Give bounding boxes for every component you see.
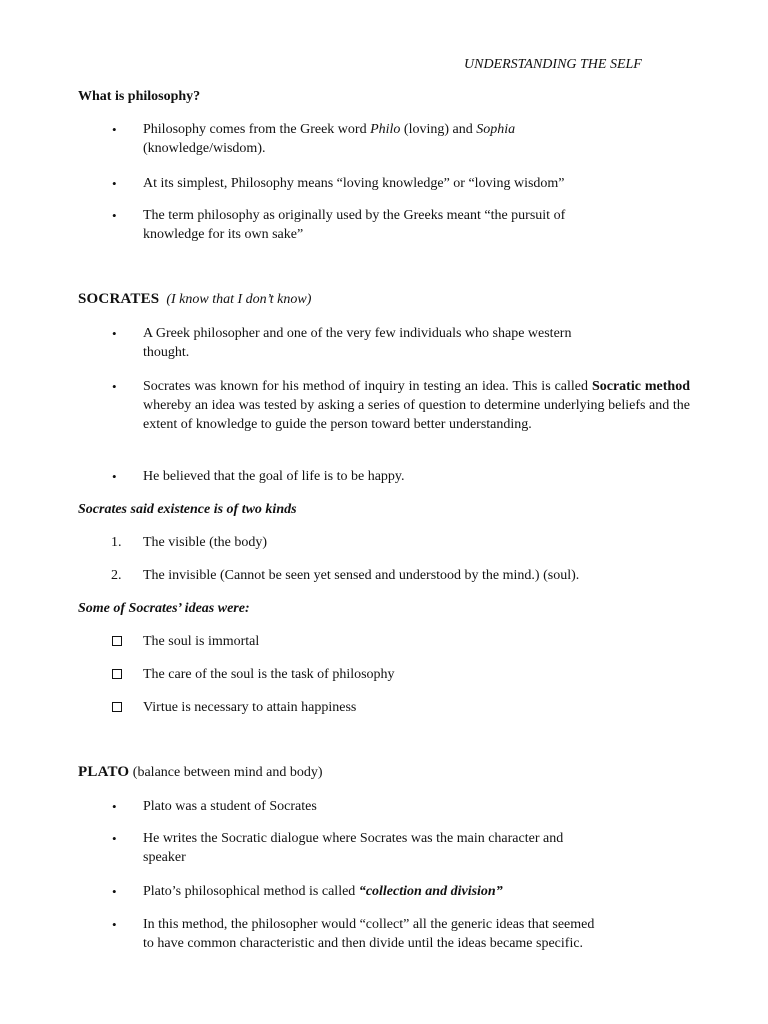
list-item: Plato was a student of Socrates	[143, 799, 317, 814]
list-item: He writes the Socratic dialogue where Socrates was the main character and speaker	[143, 831, 564, 865]
document-title: UNDERSTANDING THE SELF	[464, 57, 642, 72]
list-item: The care of the soul is the task of philosophy	[143, 667, 395, 682]
list-item: In this method, the philosopher would “collect” all the generic ideas that seemed to have common characteristic and then divide until the ideas became specific.	[143, 917, 595, 951]
list-item: The invisible (Cannot be seen yet sensed and understood by the mind.) (soul).	[143, 568, 580, 583]
checkbox-icon	[112, 702, 122, 712]
subheading-existence: Socrates said existence is of two kinds	[78, 502, 297, 517]
list-item: Socrates was known for his method of inquiry in testing an idea. This is called Socratic method whereby an idea was tested by asking a series of question to determine underlying beliefs and the extent of knowledge to guide the person toward better understanding.	[143, 379, 691, 432]
bullet-icon: •	[112, 379, 117, 394]
section-heading-socrates	[78, 290, 311, 309]
section-heading-plato	[78, 763, 323, 782]
checkbox-icon	[112, 636, 122, 646]
section-heading-philosophy: What is philosophy?	[78, 89, 201, 104]
term-philo: Philo	[370, 122, 401, 137]
list-item: The visible (the body)	[143, 535, 268, 550]
plato-name: PLATO	[78, 764, 130, 780]
list-item: Virtue is necessary to attain happiness	[143, 700, 357, 715]
list-item: The soul is immortal	[143, 634, 260, 649]
bullet-icon: •	[112, 208, 117, 223]
list-item: A Greek philosopher and one of the very few individuals who shape western thought.	[143, 326, 572, 360]
bullet-icon: •	[112, 122, 117, 137]
checkbox-icon	[112, 669, 122, 679]
list-item: Plato’s philosophical method is called “collection and division”	[143, 884, 503, 899]
list-item: He believed that the goal of life is to be happy.	[143, 469, 405, 484]
list-item: The term philosophy as originally used by the Greeks meant “the pursuit of knowledge for its own sake”	[143, 208, 566, 242]
list-item: Philosophy comes from the Greek word Philo (loving) and Sophia (knowledge/wisdom).	[143, 122, 516, 156]
bullet-icon: •	[112, 831, 117, 846]
term-collection-and-division: “collection and division”	[358, 884, 503, 899]
bullet-icon: •	[112, 469, 117, 484]
bullet-icon: •	[112, 884, 117, 899]
term-socratic-method: Socratic method	[591, 379, 691, 394]
socrates-name: SOCRATES	[78, 291, 160, 307]
plato-subtitle: (balance between mind and body)	[129, 765, 323, 780]
term-sophia: Sophia	[476, 122, 516, 137]
list-number: 1.	[111, 535, 122, 550]
bullet-icon: •	[112, 917, 117, 932]
bullet-icon: •	[112, 176, 117, 191]
bullet-icon: •	[112, 326, 117, 341]
list-number: 2.	[111, 568, 122, 583]
list-item: At its simplest, Philosophy means “loving knowledge” or “loving wisdom”	[143, 176, 565, 191]
socrates-quote: (I know that I don’t know)	[166, 292, 312, 307]
bullet-icon: •	[112, 799, 117, 814]
subheading-ideas: Some of Socrates’ ideas were:	[78, 601, 250, 616]
